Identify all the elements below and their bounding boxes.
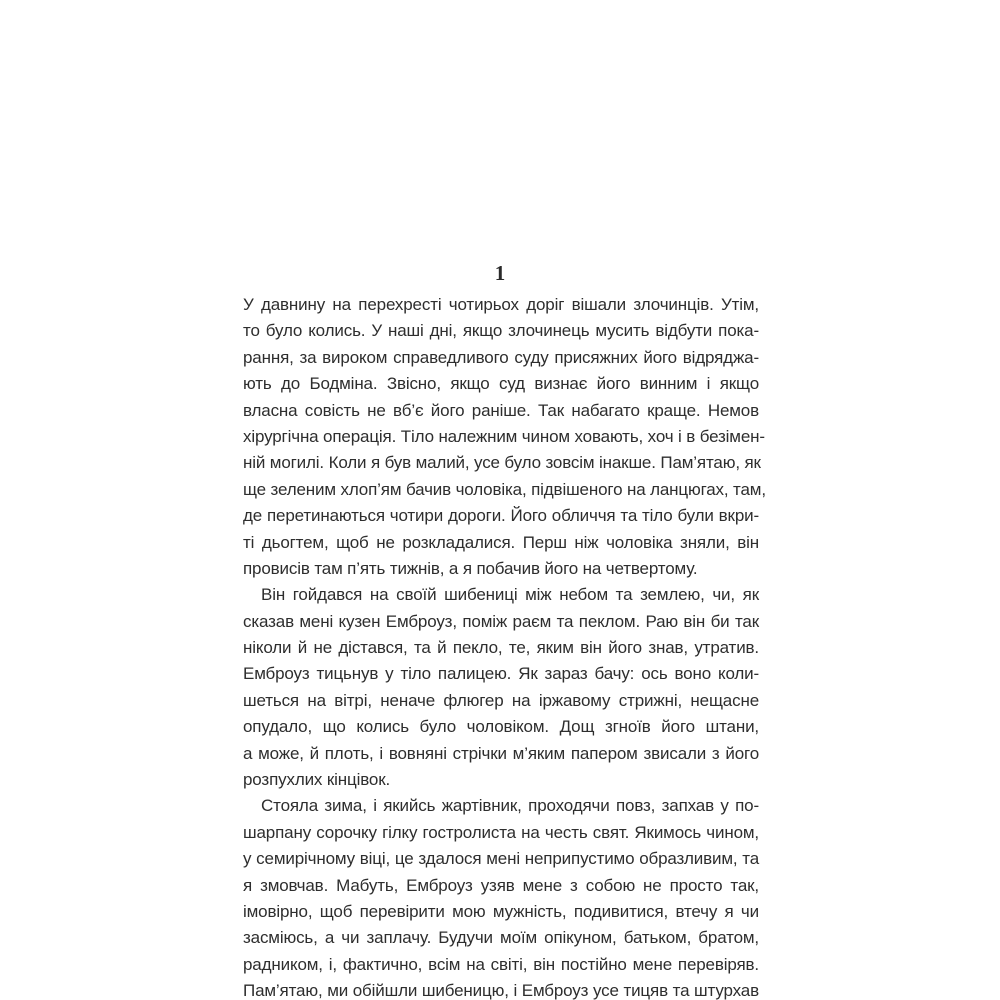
paragraph-1-line: ті дьогтем, щоб не розкладалися. Перш ніж чоловіка зняли, він — [243, 532, 759, 552]
paragraph-3-line: засміюсь, а чи заплачу. Будучи моїм опікуном, батьком, братом, — [243, 928, 759, 948]
paragraph-3-line: у семирічному віці, це здалося мені неприпустимо образливим, та — [243, 849, 759, 869]
paragraph-3-line: я змовчав. Мабуть, Емброуз узяв мене з собою не просто так, — [243, 875, 759, 895]
paragraph-2-line: сказав мені кузен Емброуз, поміж раєм та пеклом. Раю він би так — [243, 611, 759, 631]
paragraph-1-line: то було колись. У наші дні, якщо злочинець мусить відбути пока- — [243, 321, 759, 341]
paragraph-3-line: Пам’ятаю, ми обійшли шибеницю, і Емброуз усе тицяв та штурхав — [243, 981, 759, 1000]
paragraph-2-line: шеться на вітрі, неначе флюгер на іржавому стрижні, нещасне — [243, 690, 759, 710]
paragraph-3-line: імовірно, щоб перевірити мою мужність, подивитися, втечу я чи — [243, 901, 759, 921]
paragraph-2-line: ніколи й не дістався, та й пекло, те, яким він його знав, утратив. — [243, 638, 759, 658]
paragraph-1-line: де перетинаються чотири дороги. Його обличчя та тіло були вкри- — [243, 506, 759, 526]
paragraph-3-line: Стояла зима, і якийсь жартівник, проходячи повз, запхав у по- — [261, 796, 759, 816]
paragraph-1-line: ній могилі. Коли я був малий, усе було зовсім інакше. Пам’ятаю, як — [243, 453, 761, 473]
paragraph-3-line: шарпану сорочку гілку гостролиста на честь свят. Якимось чином, — [243, 822, 759, 842]
chapter-body-text — [243, 292, 766, 1000]
paragraph-1-line: У давнину на перехресті чотирьох доріг вішали злочинців. Утім, — [243, 295, 759, 314]
paragraph-1-line: ще зеленим хлоп’ям бачив чоловіка, підвішеного на ланцюгах, там, — [243, 479, 766, 499]
paragraph-2-line: розпухлих кінцівок. — [243, 770, 391, 790]
chapter-number: 1 — [494, 261, 506, 285]
paragraph-1-line: рання, за вироком справедливого суду присяжних його відряджа- — [243, 347, 759, 367]
paragraph-1-line: хірургічна операція. Тіло належним чином ховають, хоч і в безімен- — [243, 426, 765, 446]
paragraph-1-line: ють до Бодміна. Звісно, якщо суд визнає його винним і якщо — [243, 374, 759, 394]
paragraph-2-line: Емброуз тицьнув у тіло палицею. Як зараз бачу: ось воно коли- — [243, 664, 759, 684]
paragraph-1-line: власна совість не вб’є його раніше. Так набагато краще. Немов — [243, 400, 759, 420]
paragraph-3-line: радником, і, фактично, всім на світі, він постійно мене перевіряв. — [243, 954, 759, 974]
paragraph-2-line: Він гойдався на своїй шибениці між небом та землею, чи, як — [261, 585, 759, 605]
paragraph-2-line: а може, й плоть, і вовняні стрічки м’яким папером звисали з його — [243, 743, 759, 763]
paragraph-2-line: опудало, що колись було чоловіком. Дощ згноїв його штани, — [243, 717, 759, 737]
paragraph-1-line: провисів там п’ять тижнів, а я побачив його на четвертому. — [243, 558, 698, 578]
